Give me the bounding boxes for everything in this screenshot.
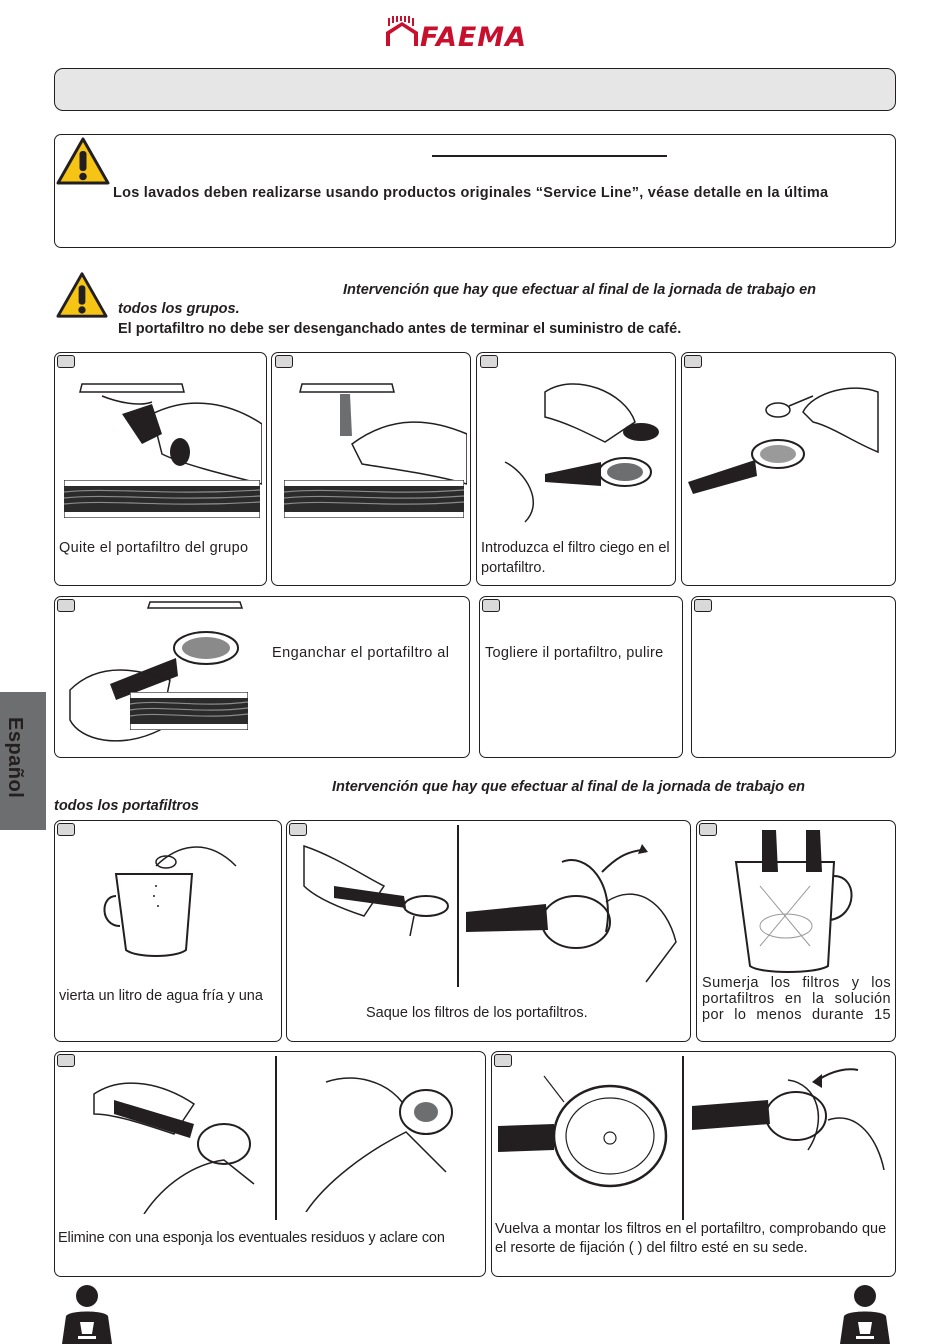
operator-icon [56,1282,118,1344]
brand-name: FAEMA [420,22,528,53]
step-caption: Enganchar el portafiltro al [272,645,450,661]
step-caption: Vuelva a montar los filtros en el portafiltro, comprobando que el resorte de fijación ( ) del filtro esté en su sede. [495,1221,887,1256]
step-badge [699,823,717,836]
drip-tray-grill [130,692,248,730]
step-badge [694,599,712,612]
step-caption: vierta un litro de agua fría y una [59,988,263,1004]
soaking-jug-illustration [730,826,864,976]
step-badge [289,823,307,836]
warning-triangle-icon [56,137,110,185]
section1-line2: todos los grupos. [118,301,240,317]
step-box-6 [479,596,683,758]
step-caption: Introduzca el filtro ciego en el portafiltro. [481,540,670,576]
step-badge [57,823,75,836]
step-badge [275,355,293,368]
section2-line2: todos los portafiltros [54,798,199,814]
drip-tray-grill [64,480,260,518]
step-badge [482,599,500,612]
step-badge [57,1054,75,1067]
section2-line1: Intervención que hay que efectuar al final de la jornada de trabajo en [332,779,805,795]
lift-filter-illustration [466,842,686,992]
step-box-7 [691,596,896,758]
section1-line1: Intervención que hay que efectuar al final de la jornada de trabajo en [343,282,816,298]
panel-divider [457,825,459,987]
section1-line3: El portafiltro no debe ser desenganchado antes de terminar el suministro de café. [118,321,682,337]
step-badge [57,355,75,368]
faema-logo [384,16,566,52]
rinse-illustration [286,1062,476,1212]
step-caption: Elimine con una esponja los eventuales residuos y aclare con [58,1230,445,1246]
add-detergent-illustration [683,372,888,497]
language-tab-label: Español [4,717,26,799]
remove-filter-illustration [294,836,454,976]
step-caption: Sumerja los filtros y los portafiltros en la solución por lo menos durante 15 [702,975,891,1023]
language-side-tab [0,692,46,830]
title-bar [54,68,896,111]
filter-spring-illustration [494,1066,678,1196]
step-caption: Saque los filtros de los portafiltros. [366,1005,588,1021]
drip-tray-grill [284,480,464,518]
warning-text: Los lavados deben realizarse usando productos originales “Service Line”, véase detalle en la última [113,185,829,201]
measuring-jug-illustration [96,826,246,966]
step-caption: Quite el portafiltro del grupo [59,540,249,556]
blind-filter-illustration [485,362,670,530]
step-caption: Togliere il portafiltro, pulire [485,645,664,661]
warning-triangle-icon [56,271,108,319]
panel-divider [682,1056,684,1220]
panel-divider [275,1056,277,1220]
mount-filter-illustration [688,1060,888,1190]
warning-title-underline [432,155,667,157]
step-badge [684,355,702,368]
sponge-clean-illustration [84,1064,274,1214]
operator-icon [834,1282,896,1344]
